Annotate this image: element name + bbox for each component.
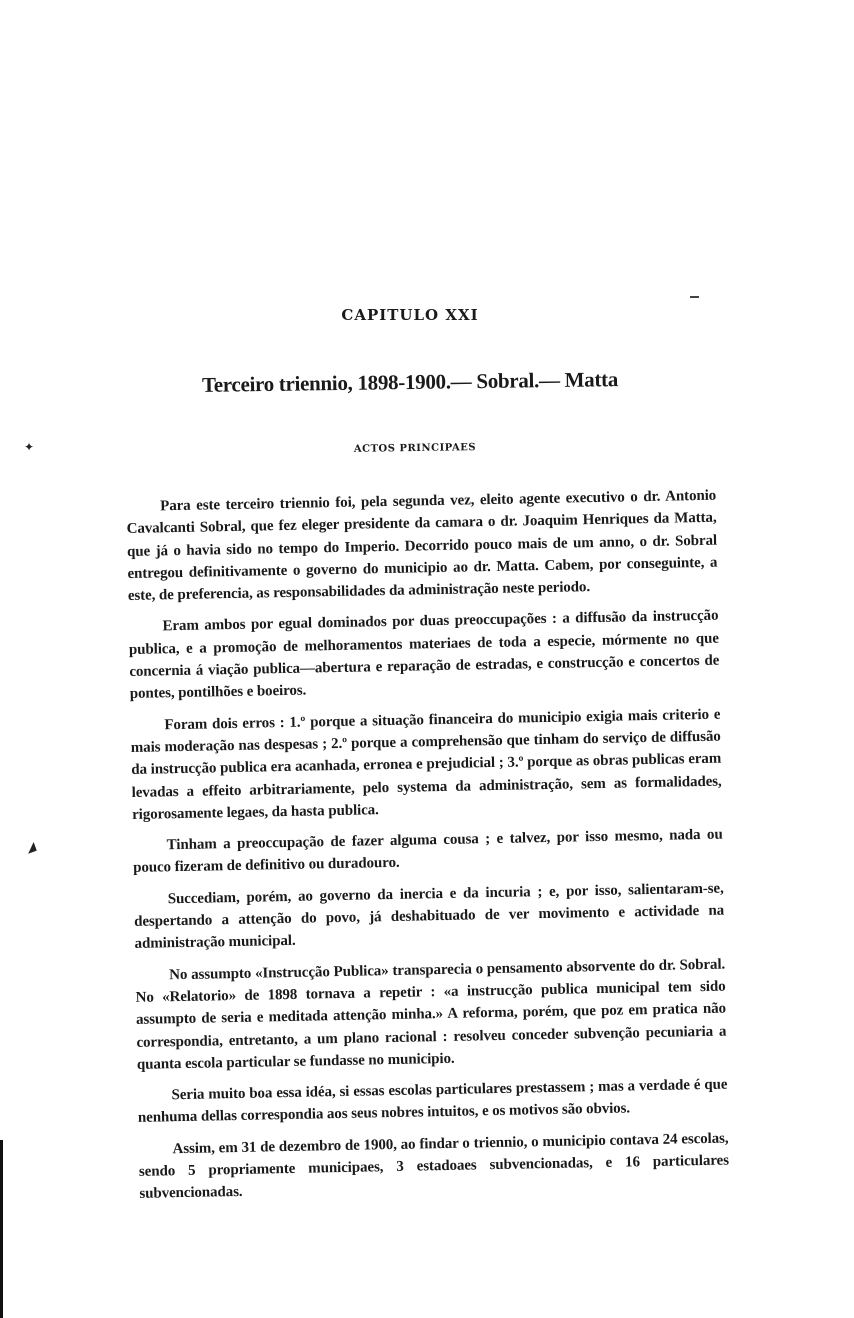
- section-subtitle: ACTOS PRINCIPAES: [353, 442, 477, 455]
- paragraph: Eram ambos por egual dominados por duas preoccupações : a diffusão da instrucção publica, e a promoção de melhoramentos materiaes de toda a especie, mórmente no que concernia á viação publica—abertura e reparação de estradas, e construcção e concertos de pontes, pontilhões e boeiros.: [128, 608, 720, 703]
- paragraph: No assumpto «Instrucção Publica» transparecia o pensamento absorvente do dr. Sobral. No «Relatorio» de 1898 tornava a repetir : «a instrucção publica municipal tem sido assumpto de seria e meditada attenção minha.» A reforma, porém, que poz em pratica não correspondia, entretanto, a um plano racional : resolveu conceder subvenção pecuniaria a quanta escola particular se fundasse no municipio.: [135, 956, 727, 1073]
- paragraph: Tinham a preoccupação de fazer alguma cousa ; e talvez, por isso mesmo, nada ou pouco fizeram de definitivo ou duradouro.: [132, 826, 723, 877]
- margin-mark: ✦: [24, 440, 35, 454]
- page-edge-shadow: [0, 1140, 3, 1318]
- paragraph: Foram dois erros : 1.º porque a situação financeira do municipio exigia mais criterio e mais moderação nas despesas ; 2.º porque a comprehensão que tinham do serviço de diffusão da instrucção publica era acanhada, erronea e prejudicial ; 3.º porque as obras publicas eram levadas a effeito arbitrariamente, pelo systema da administração, sem as formalidades, rigorosamente legaes, da hasta publica.: [130, 706, 722, 823]
- paragraph: Succediam, porém, ao governo da inercia e da incuria ; e, por isso, salientaram-se, despertando a attenção do povo, já deshabituado de ver movimento e actividade na administração municipal.: [134, 880, 725, 953]
- paragraph: Assim, em 31 de dezembro de 1900, ao findar o triennio, o municipio contava 24 escolas, sendo 5 propriamente municipaes, 3 estadoaes subvencionadas, e 16 particulares subvencionadas.: [138, 1130, 730, 1203]
- margin-mark: ◢: [23, 838, 38, 856]
- stray-mark: [690, 296, 699, 298]
- body-text: [126, 485, 730, 1215]
- chapter-heading: CAPITULO XXI: [341, 306, 479, 324]
- paragraph: Para este terceiro triennio foi, pela segunda vez, eleito agente executivo o dr. Antonio Cavalcanti Sobral, que fez eleger presidente da camara o dr. Joaquim Henriques da Matta, que já o havia sido no tempo do Imperio. Decorrido pouco mais de um anno, o dr. Sobral entregou definitivamente o governo do municipio ao dr. Matta. Cabem, por conseguinte, a este, de preferencia, as responsabilidades da administração neste periodo.: [126, 487, 718, 605]
- chapter-title: Terceiro triennio, 1898-1900.— Sobral.— Matta: [201, 367, 619, 397]
- paragraph: Seria muito boa essa idéa, si essas escolas particulares prestassem ; mas a verdade é que nenhuma dellas correspondia aos seus nobres intuitos, e os motivos são obvios.: [137, 1076, 728, 1127]
